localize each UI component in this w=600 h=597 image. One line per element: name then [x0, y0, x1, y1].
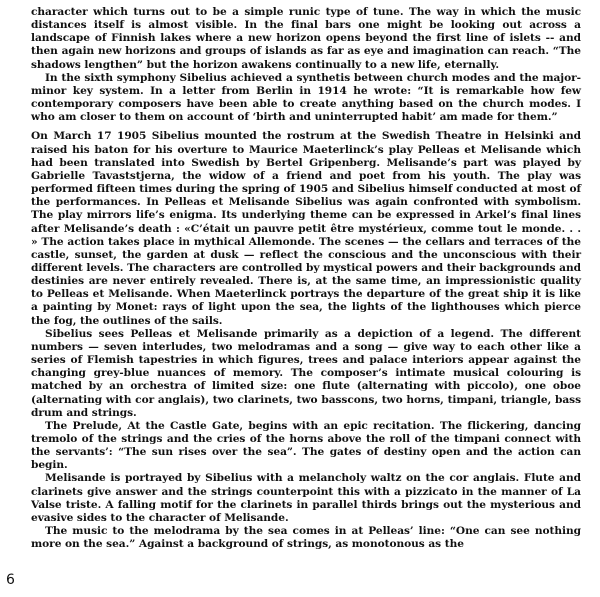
- body-text: [31, 6, 581, 551]
- paragraph: The Prelude, At the Castle Gate, begins with an epic recitation. The flickering, dancing tremolo of the strings and the cries of the horns above the roll of the timpani connect with the servants’: “The sun rises over the sea”. The gates of destiny open and the action can begin.: [31, 419, 581, 472]
- paragraph: On March 17 1905 Sibelius mounted the rostrum at the Swedish Theatre in Helsinki and raised his baton for his overture to Maurice Maeterlinck’s play Pelleas et Melisande which had been translated into Swedish by Bertel Gripenberg. Melisande’s part was played by Gabrielle Tavaststjerna, the widow of a friend and poet from his youth. The play was performed fifteen times during the spring of 1905 and Sibelius himself conducted at most of the performances. In Pelleas et Melisande Sibelius was again confronted with symbolism. The play mirrors life’s enigma. Its underlying theme can be expressed in Arkel’s final lines after Melisande’s death : «C’était un pauvre petit être mystérieux, comme tout le monde. . . » The action takes place in mythical Allemonde. The scenes — the cellars and terraces of the castle, sunset, the garden at dusk — reflect the conscious and the unconscious with their different levels. The characters are controlled by mystical powers and their backgrounds and destinies are never entirely revealed. There is, at the same time, an impressionistic quality to Pelleas et Melisande. When Maeterlinck portrays the departure of the great ship it is like a painting by Monet: rays of light upon the sea, the lights of the lighthouses which pierce the fog, the outlines of the sails.: [31, 130, 581, 327]
- paragraph: character which turns out to be a simple runic type of tune. The way in which the music distances itself is almost visible. In the final bars one might be looking out across a landscape of Finnish lakes where a new horizon opens beyond the first line of islets -- and then again new horizons and groups of islands as far as eye and imagination can reach. “The shadows lengthen” but the horizon awakens continually to a new life, eternally.: [31, 6, 581, 71]
- paragraph: Melisande is portrayed by Sibelius with a melancholy waltz on the cor anglais. Flute and clarinets give answer and the strings counterpoint this with a pizzicato in the manner of La Valse triste. A falling motif for the clarinets in parallel thirds brings out the mysterious and evasive sides to the character of Melisande.: [31, 472, 581, 524]
- page-number: 6: [6, 572, 15, 588]
- paragraph: Sibelius sees Pelleas et Melisande primarily as a depiction of a legend. The different numbers — seven interludes, two melodramas and a song — give way to each other like a series of Flemish tapestries in which figures, trees and palace interiors appear against the changing grey-blue nuances of memory. The composer’s intimate musical colouring is matched by an orchestra of limited size: one flute (alternating with piccolo), one oboe (alternating with cor anglais), two clarinets, two basscons, two horns, timpani, triangle, bass drum and strings.: [31, 327, 581, 419]
- paragraph: In the sixth symphony Sibelius achieved a synthetis between church modes and the major-minor key system. In a letter from Berlin in 1914 he wrote: “It is remarkable how few contemporary composers have been able to create anything based on the church modes. I who am closer to them on account of ‘birth and uninterrupted habit’ am made for them.”: [31, 71, 581, 124]
- paragraph: The music to the melodrama by the sea comes in at Pelleas’ line: “One can see nothing more on the sea.” Against a background of strings, as monotonous as the: [31, 525, 581, 551]
